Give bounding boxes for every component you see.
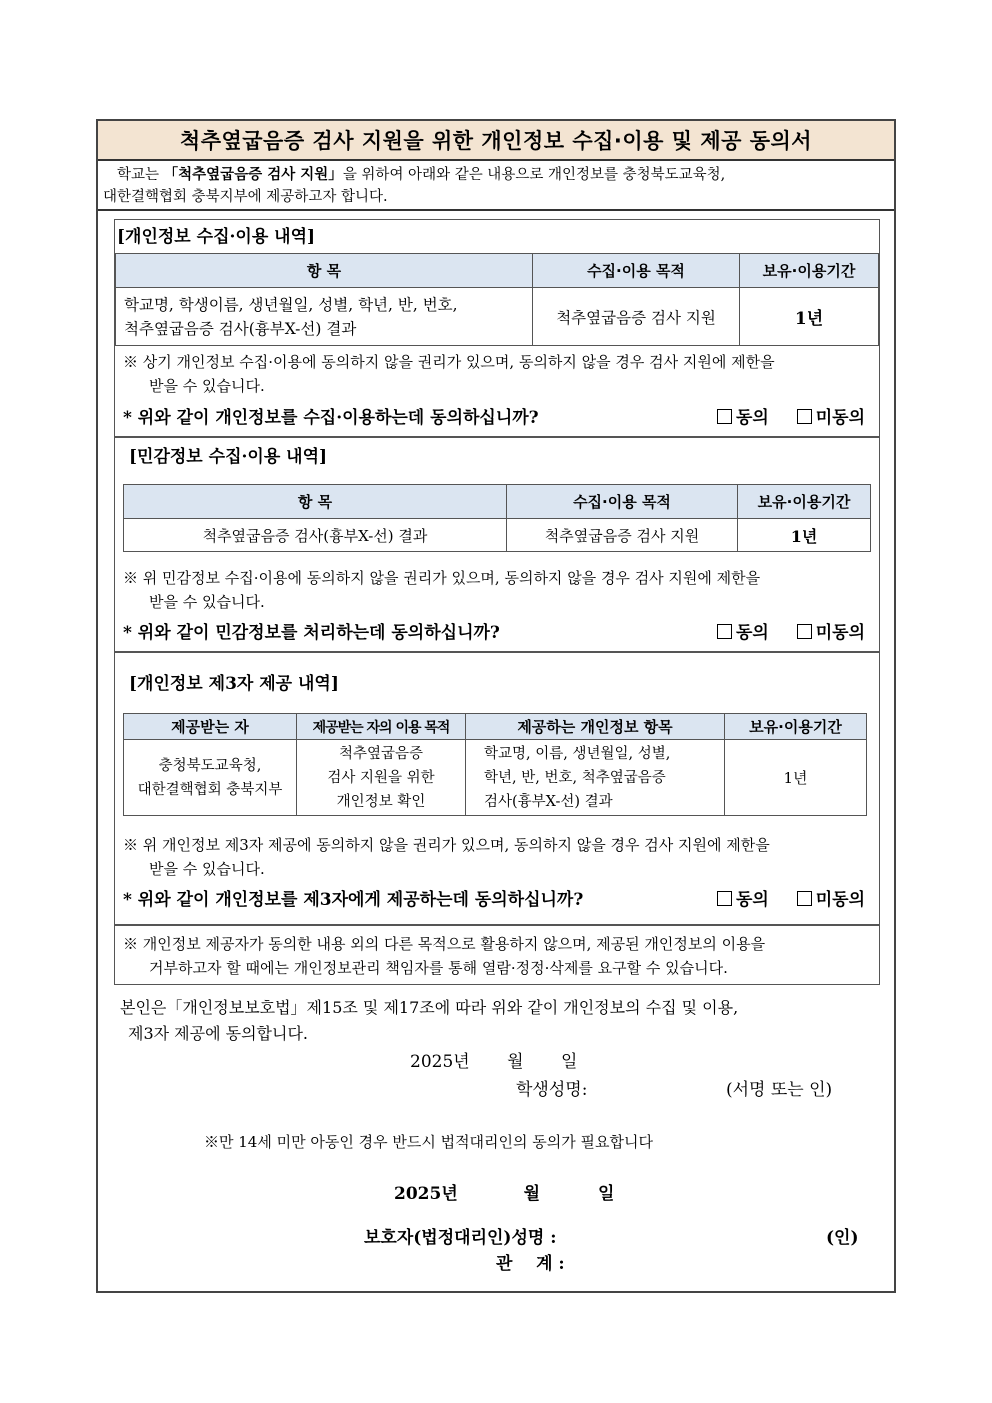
guardian-date-day: 일 (598, 1184, 615, 1204)
section2-disagree-label: 미동의 (815, 623, 865, 643)
section3-note (123, 833, 879, 881)
section3-agree-checkbox[interactable] (717, 890, 769, 910)
footnote-line1: ※ 개인정보 제공자가 동의한 내용 외의 다른 목적으로 활용하지 않으며, 제공된 개인정보의 이용을 (123, 935, 766, 953)
section2-agree-checkbox[interactable] (717, 623, 769, 643)
section1-items-line2: 척추옆굽음증 검사(흉부X-선) 결과 (124, 319, 357, 338)
guardian-date-year: 2025년 (394, 1184, 458, 1204)
section3-purpose-line3: 개인정보 확인 (336, 793, 426, 810)
table-row (124, 740, 867, 816)
section1-question (123, 403, 865, 428)
checkbox-icon (717, 891, 732, 906)
section2-header-items: 항 목 (124, 485, 507, 519)
section3-question (123, 885, 865, 910)
consent-line1: 본인은「개인정보보호법」제15조 및 제17조에 따라 위와 같이 개인정보의 수집 및 이용, (120, 998, 739, 1017)
section2-agree-label: 동의 (735, 623, 769, 643)
guardian-name-label: 보호자(법정대리인)성명 : (364, 1228, 557, 1248)
intro-line1-rest: 을 위하여 아래와 같은 내용으로 개인정보를 충청북도교육청, (342, 167, 726, 183)
section3-table (123, 713, 867, 816)
section1-table (115, 253, 879, 346)
section3-note-line2: 받을 수 있습니다. (149, 860, 265, 878)
section3-question-text: * 위와 같이 개인정보를 제3자에게 제공하는데 동의하십니까? (123, 890, 584, 910)
section3-title: [개인정보 제3자 제공 내역] (129, 674, 339, 694)
section1-disagree-checkbox[interactable] (797, 408, 865, 428)
footnote-box (114, 925, 880, 985)
section2-note-line1: ※ 위 민감정보 수집·이용에 동의하지 않을 권리가 있으며, 동의하지 않을 경우 검사 지원에 제한을 (123, 569, 761, 587)
section2-items: 척추옆굽음증 검사(흉부X-선) 결과 (124, 519, 507, 552)
section1-items-line1: 학교명, 학생이름, 생년월일, 성별, 학년, 반, 번호, (124, 295, 458, 314)
checkbox-icon (797, 624, 812, 639)
section3-purpose-line1: 척추옆굽음증 (338, 745, 424, 762)
section2-header-period: 보유·이용기간 (738, 485, 871, 519)
student-date-year: 2025년 (410, 1052, 470, 1072)
section3-agree-label: 동의 (735, 890, 769, 910)
section1-note-line1: ※ 상기 개인정보 수집·이용에 동의하지 않을 권리가 있으며, 동의하지 않을 경우 검사 지원에 제한을 (123, 353, 775, 371)
student-sign-field[interactable]: (서명 또는 인) (726, 1080, 833, 1100)
consent-statement (120, 995, 896, 1047)
student-sign-label: 학생성명: (516, 1080, 588, 1100)
section1-title: [개인정보 수집·이용 내역] (117, 227, 316, 247)
section2-table (123, 484, 871, 552)
checkbox-icon (797, 891, 812, 906)
student-date (410, 1047, 577, 1072)
section3-header-purpose: 제공받는 자의 이용 목적 (297, 714, 466, 740)
section3-items-line3: 검사(흉부X-선) 결과 (484, 793, 613, 810)
section3-items-line2: 학년, 반, 번호, 척추옆굽음증 (484, 769, 666, 786)
checkbox-icon (717, 624, 732, 639)
section2-period: 1년 (738, 519, 871, 552)
section1-header-purpose: 수집·이용 목적 (533, 254, 740, 288)
intro-purpose: 「척추옆굽음증 검사 지원」 (163, 166, 343, 183)
section1-disagree-label: 미동의 (815, 408, 865, 428)
footnote (123, 932, 879, 980)
section1-note (123, 350, 879, 398)
consent-form (96, 119, 896, 1293)
section1-question-text: * 위와 같이 개인정보를 수집·이용하는데 동의하십니까? (123, 408, 539, 428)
section3-purpose-line2: 검사 지원을 위한 (327, 769, 435, 786)
relation-label: 관 계 : (496, 1254, 565, 1274)
section2-note (123, 566, 879, 614)
guardian-date-month: 월 (523, 1184, 541, 1204)
intro-text (98, 161, 894, 211)
section-personal-info (114, 219, 880, 437)
guardian-seal-field[interactable]: (인) (826, 1228, 859, 1248)
guardian-date (394, 1179, 614, 1204)
section-sensitive-info (114, 437, 880, 652)
section3-header-recipient: 제공받는 자 (124, 714, 297, 740)
table-row (116, 288, 879, 346)
section2-title: [민감정보 수집·이용 내역] (129, 447, 328, 467)
section3-header-items: 제공하는 개인정보 항목 (466, 714, 725, 740)
section3-header-period: 보유·이용기간 (725, 714, 867, 740)
table-row (124, 519, 871, 552)
section2-disagree-checkbox[interactable] (797, 623, 865, 643)
student-date-month: 월 (507, 1052, 524, 1072)
section1-agree-label: 동의 (735, 408, 769, 428)
checkbox-icon (717, 409, 732, 424)
consent-line2: 제3자 제공에 동의합니다. (128, 1024, 308, 1043)
section3-recipient-line2: 대한결핵협회 충북지부 (137, 781, 283, 798)
minor-note: ※만 14세 미만 아동인 경우 반드시 법적대리인의 동의가 필요합니다 (204, 1133, 653, 1151)
section2-question-text: * 위와 같이 민감정보를 처리하는데 동의하십니까? (123, 623, 500, 643)
intro-line2: 대한결핵협회 충북지부에 제공하고자 합니다. (103, 189, 388, 205)
section1-period: 1년 (740, 288, 879, 346)
section-third-party (114, 652, 880, 925)
section3-disagree-checkbox[interactable] (797, 890, 865, 910)
section2-header-purpose: 수집·이용 목적 (507, 485, 738, 519)
section2-question (123, 618, 865, 643)
checkbox-icon (797, 409, 812, 424)
section1-header-period: 보유·이용기간 (740, 254, 879, 288)
section1-note-line2: 받을 수 있습니다. (149, 377, 265, 395)
section3-note-line1: ※ 위 개인정보 제3자 제공에 동의하지 않을 권리가 있으며, 동의하지 않을 경우 검사 지원에 제한을 (123, 836, 770, 854)
section3-period: 1년 (725, 740, 867, 816)
section3-disagree-label: 미동의 (815, 890, 865, 910)
section1-header-items: 항 목 (116, 254, 533, 288)
intro-prefix: 학교는 (117, 167, 164, 183)
section2-purpose: 척추옆굽음증 검사 지원 (507, 519, 738, 552)
footnote-line2: 거부하고자 할 때에는 개인정보관리 책임자를 통해 열람·정정·삭제를 요구할 수 있습니다. (149, 959, 728, 977)
form-title: 척추옆굽음증 검사 지원을 위한 개인정보 수집·이용 및 제공 동의서 (98, 121, 894, 161)
section3-items-line1: 학교명, 이름, 생년월일, 성별, (484, 745, 671, 762)
section1-purpose: 척추옆굽음증 검사 지원 (533, 288, 740, 346)
student-date-day: 일 (560, 1052, 578, 1072)
section3-recipient-line1: 충청북도교육청, (158, 757, 262, 774)
section1-agree-checkbox[interactable] (717, 408, 769, 428)
section2-note-line2: 받을 수 있습니다. (149, 593, 265, 611)
